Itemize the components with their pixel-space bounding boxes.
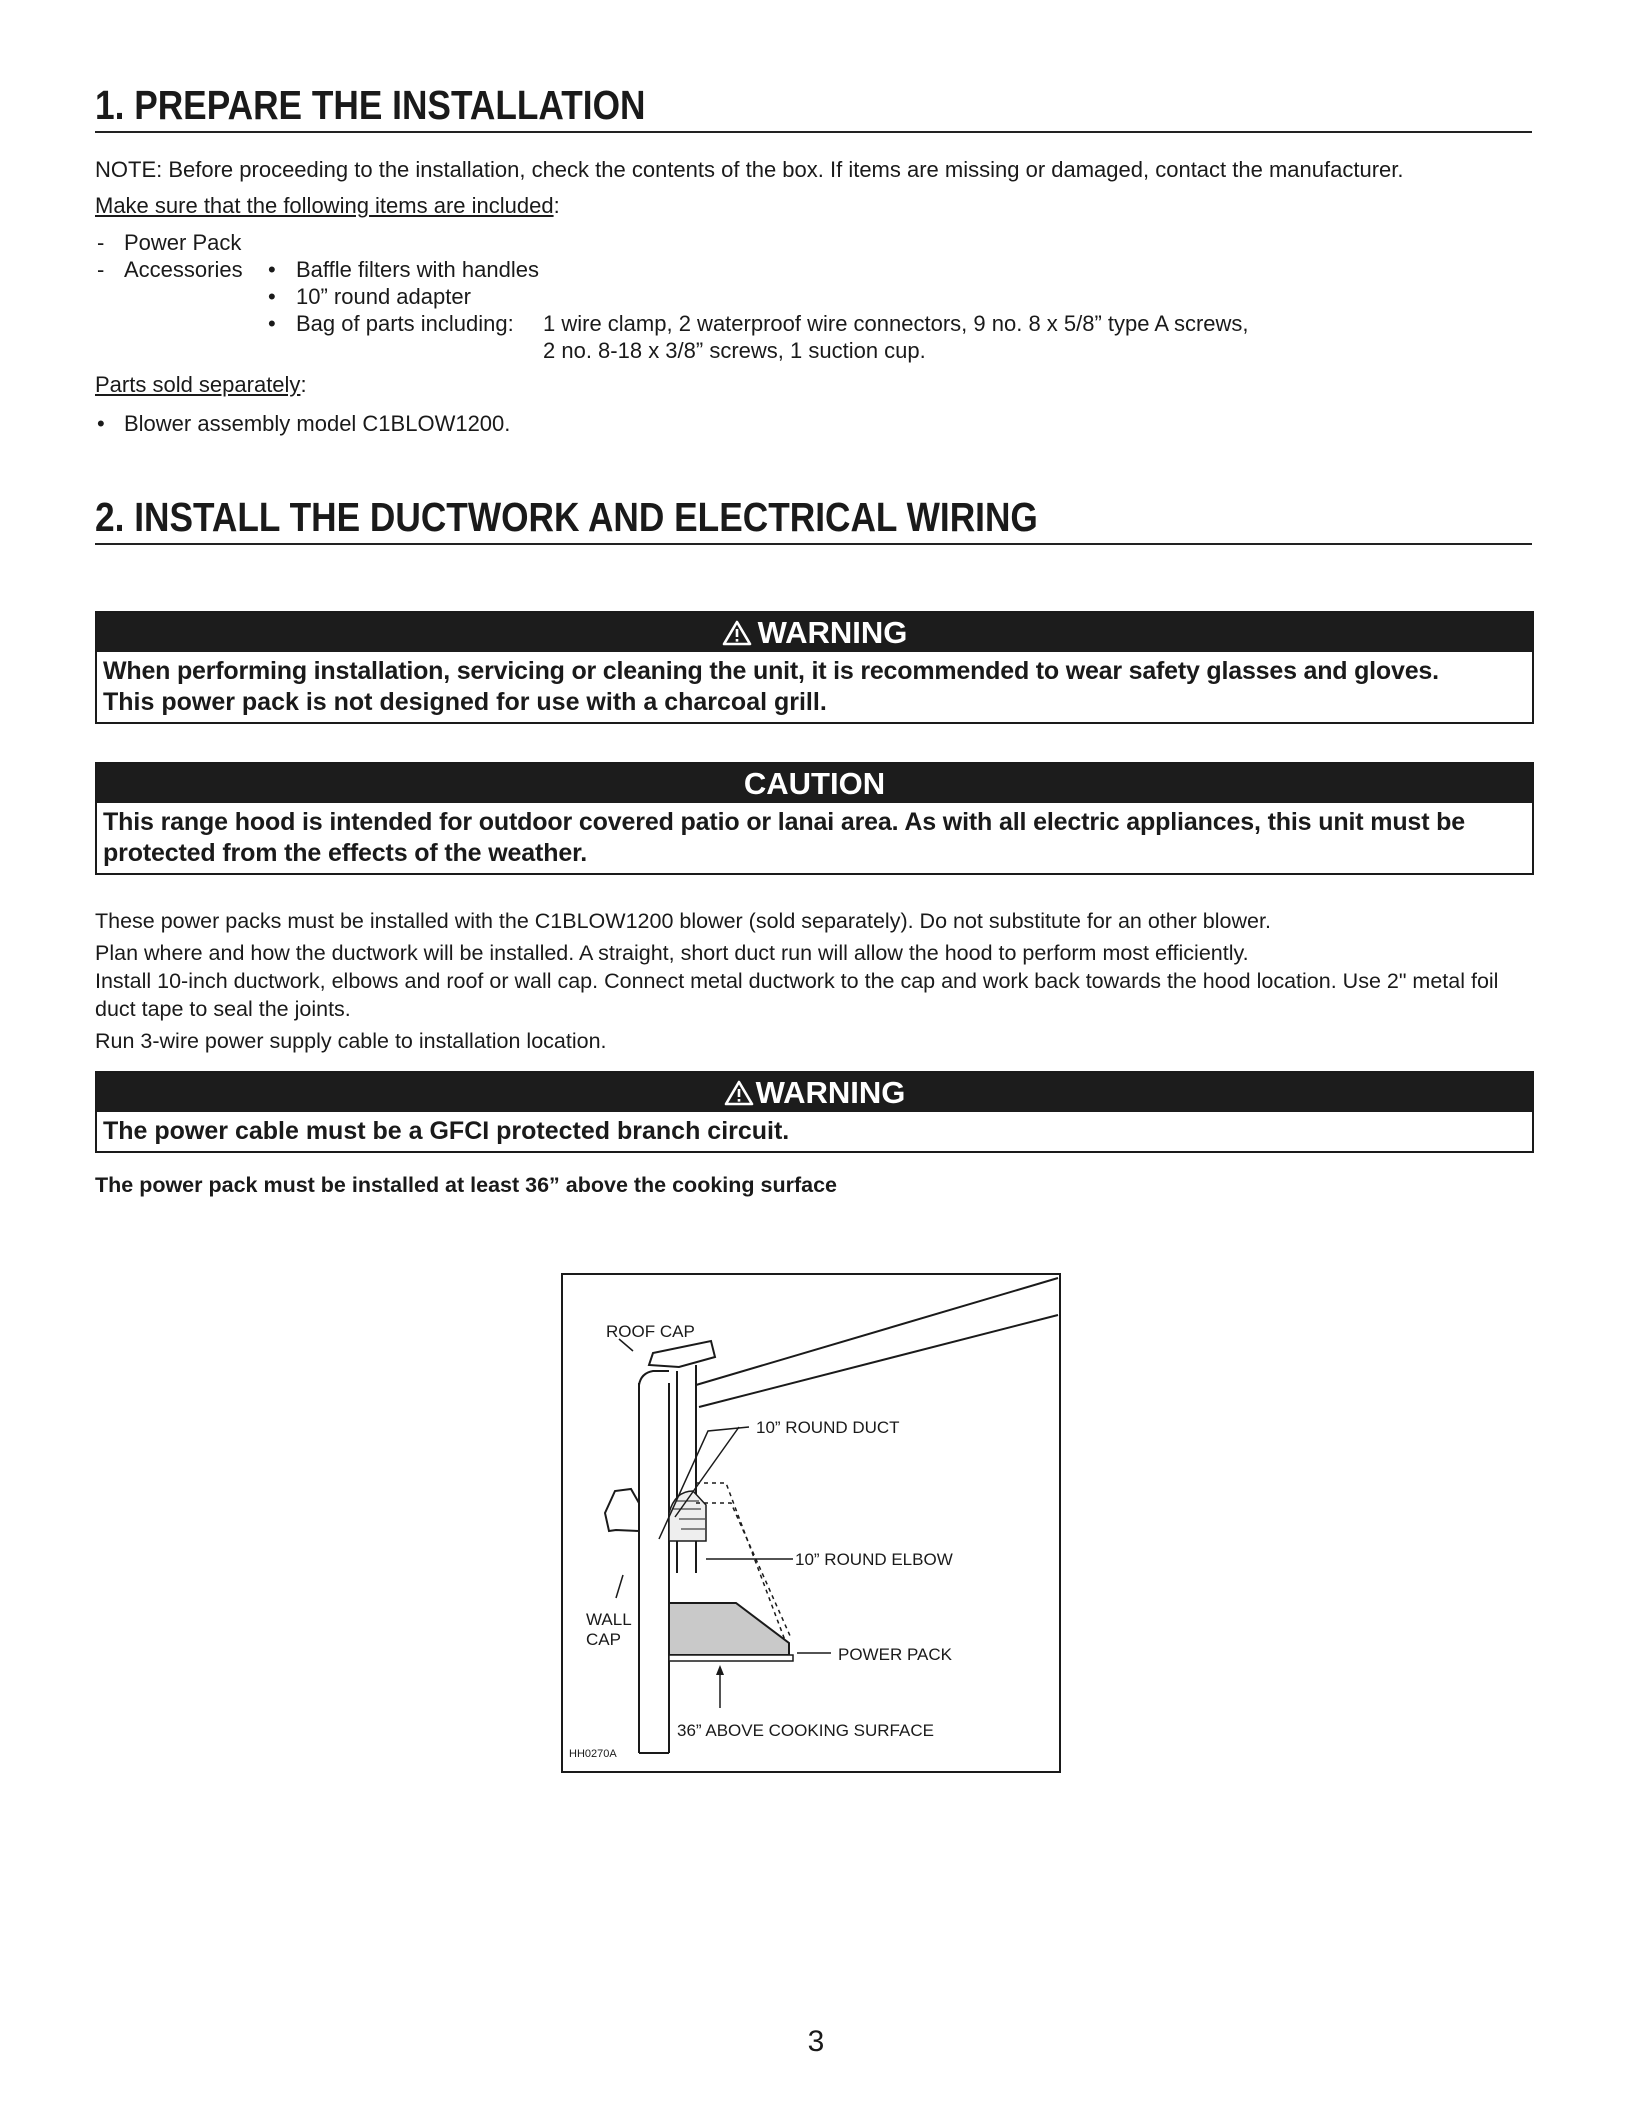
caution-box xyxy=(95,762,1534,875)
item-power-pack: Power Pack xyxy=(124,230,242,255)
warning-triangle-icon xyxy=(724,1080,754,1106)
dash-marker: - xyxy=(97,230,105,255)
label-above-cooking: 36” ABOVE COOKING SURFACE xyxy=(677,1721,934,1740)
accessory-round-adapter: 10” round adapter xyxy=(296,284,471,309)
warning-triangle-icon xyxy=(722,620,752,646)
height-note: The power pack must be installed at least 36” above the cooking surface xyxy=(95,1173,837,1197)
label-power-pack: POWER PACK xyxy=(838,1645,952,1664)
paragraph-power-supply: Run 3-wire power supply cable to installation location. xyxy=(95,1029,607,1053)
blower-assembly-item: Blower assembly model C1BLOW1200. xyxy=(124,411,511,436)
accessory-bag-label: Bag of parts including: xyxy=(296,311,514,336)
bullet-marker: • xyxy=(97,411,105,436)
dash-marker: - xyxy=(97,257,105,282)
bullet-marker: • xyxy=(268,284,276,309)
label-round-elbow: 10” ROUND ELBOW xyxy=(795,1550,953,1569)
label-cap: CAP xyxy=(586,1630,621,1649)
paragraph-blower: These power packs must be installed with the C1BLOW1200 blower (sold separately). Do not substitute for an other blower. xyxy=(95,909,1271,933)
warning-line-1: When performing installation, servicing or cleaning the unit, it is recommended to wear safety glasses and gloves. xyxy=(103,657,1439,685)
paragraph-plan: Plan where and how the ductwork will be installed. A straight, short duct run will allow the hood to perform most efficiently. xyxy=(95,941,1249,965)
diagram-code: HH0270A xyxy=(569,1748,617,1760)
section-1-heading: 1. PREPARE THE INSTALLATION xyxy=(95,82,1532,133)
accessory-bag-line-2: 2 no. 8-18 x 3/8” screws, 1 suction cup. xyxy=(543,338,926,363)
warning-line-2: This power pack is not designed for use with a charcoal grill. xyxy=(103,688,827,716)
sold-separately-label: Parts sold separately: xyxy=(95,372,307,397)
note-text: NOTE: Before proceeding to the installation, check the contents of the box. If items are missing or damaged, contact the manufacturer. xyxy=(95,157,1404,182)
warning-box-gfci xyxy=(95,1071,1534,1153)
label-wall: WALL xyxy=(586,1610,632,1629)
accessory-bag-line-1: 1 wire clamp, 2 waterproof wire connectors, 9 no. 8 x 5/8” type A screws, xyxy=(543,311,1249,336)
warning-title: WARNING xyxy=(755,1075,906,1110)
warning-banner xyxy=(97,613,1532,652)
label-roof-cap: ROOF CAP xyxy=(606,1322,695,1341)
label-round-duct: 10” ROUND DUCT xyxy=(756,1418,900,1437)
installation-diagram xyxy=(561,1273,1061,1773)
page-number: 3 xyxy=(807,2025,825,2058)
caution-body: This range hood is intended for outdoor covered patio or lanai area. As with all electric appliances, this unit must be protected from the effects of the weather. xyxy=(103,808,1466,867)
included-label: Make sure that the following items are included: xyxy=(95,193,560,218)
warning-banner xyxy=(97,1073,1532,1112)
accessory-baffle-filters: Baffle filters with handles xyxy=(296,257,539,282)
caution-banner xyxy=(97,764,1532,803)
warning-body: The power cable must be a GFCI protected branch circuit. xyxy=(103,1117,790,1145)
warning-body xyxy=(97,652,1532,722)
paragraph-ductwork: Install 10-inch ductwork, elbows and roof or wall cap. Connect metal ductwork to the cap and work back towards the hood location. Use 2" metal foil duct tape to seal the joints. xyxy=(95,969,1499,1021)
bullet-marker: • xyxy=(268,311,276,336)
item-accessories: Accessories xyxy=(124,257,243,282)
caution-title: CAUTION xyxy=(743,766,886,801)
warning-box-safety xyxy=(95,611,1534,724)
warning-title: WARNING xyxy=(757,615,908,650)
section-2-heading: 2. INSTALL THE DUCTWORK AND ELECTRICAL WIRING xyxy=(95,494,1532,545)
bullet-marker: • xyxy=(268,257,276,282)
instructions-text xyxy=(95,907,1535,1055)
